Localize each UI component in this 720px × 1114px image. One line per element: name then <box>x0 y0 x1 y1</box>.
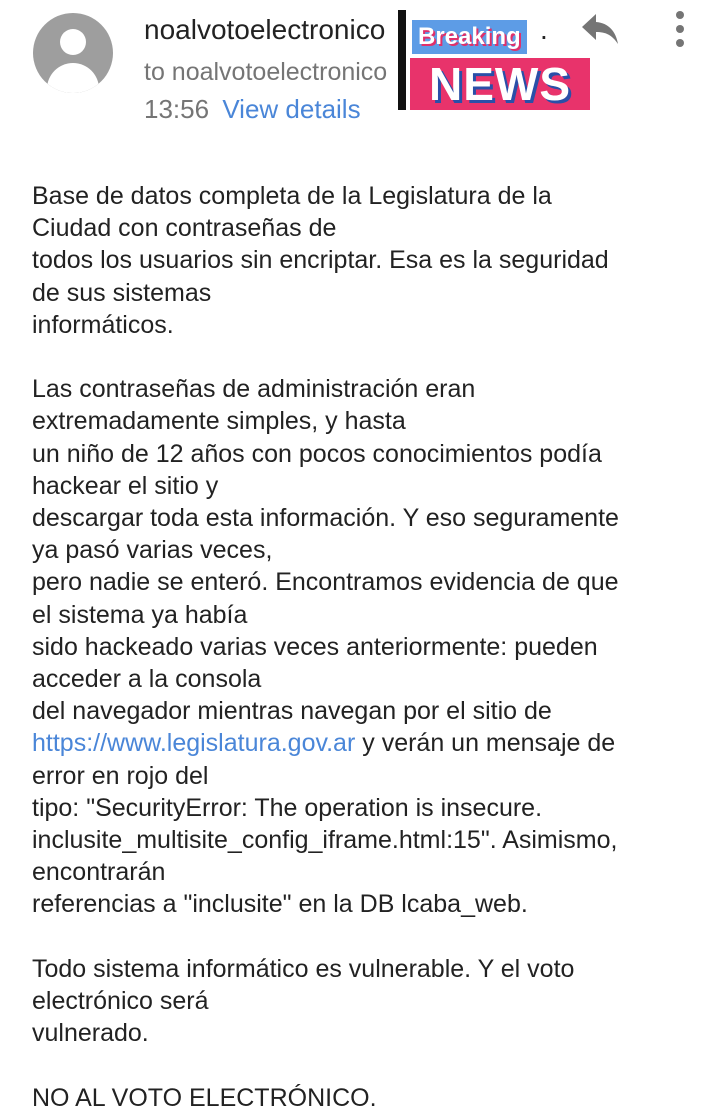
body-line: descargar toda esta información. Y eso seguramente <box>32 504 619 533</box>
body-line: ya pasó varias veces, <box>32 536 273 565</box>
reply-icon[interactable] <box>580 12 620 46</box>
avatar-head-shape <box>60 29 86 55</box>
body-line: Todo sistema informático es vulnerable. Y el voto <box>32 954 575 983</box>
body-line: el sistema ya había <box>32 600 248 629</box>
closing-line: NO AL VOTO ELECTRÓNICO. <box>32 1083 377 1112</box>
recipient-line: to noalvotoelectronico <box>144 58 388 86</box>
body-line: extremadamente simples, y hasta <box>32 407 406 436</box>
body-line: Ciudad con contraseñas de <box>32 214 337 243</box>
link-trailing-text: y verán un mensaje de <box>355 729 616 758</box>
body-line: sido hackeado varias veces anteriormente: pueden <box>32 632 598 661</box>
sender-name[interactable]: noalvotoelectronico <box>144 14 386 45</box>
sender-avatar-icon[interactable] <box>33 13 113 93</box>
body-line: un niño de 12 años con pocos conocimientos podía <box>32 439 602 468</box>
body-line: hackear el sitio y <box>32 471 219 500</box>
legislatura-link[interactable]: https://www.legislatura.gov.ar <box>32 729 356 758</box>
body-line: acceder a la consola <box>32 665 262 694</box>
body-line: tipo: "SecurityError: The operation is insecure. <box>32 793 543 822</box>
body-line-with-link <box>32 727 692 759</box>
body-line: informáticos. <box>32 310 174 339</box>
sender-name-tail: . <box>540 14 548 45</box>
more-vert-icon[interactable] <box>668 10 692 50</box>
body-line: Base de datos completa de la Legislatura de la <box>32 182 552 210</box>
body-line: electrónico será <box>32 987 209 1016</box>
body-line: referencias a "inclusite" en la DB lcaba_web. <box>32 890 528 919</box>
body-line: encontrarán <box>32 858 166 887</box>
body-line: error en rojo del <box>32 761 209 790</box>
timestamp-row <box>144 94 361 125</box>
timestamp: 13:56 <box>144 94 210 124</box>
body-line: vulnerado. <box>32 1019 149 1048</box>
body-line: todos los usuarios sin encriptar. Esa es la seguridad <box>32 246 609 275</box>
body-line: Las contraseñas de administración eran <box>32 375 476 404</box>
body-line: de sus sistemas <box>32 278 212 307</box>
news-label: NEWS <box>410 58 590 110</box>
avatar-body-shape <box>47 63 99 93</box>
paragraph-gap <box>32 1049 692 1081</box>
email-body <box>32 180 692 1114</box>
breaking-news-overlay <box>398 10 594 112</box>
paragraph-gap <box>32 341 692 373</box>
view-details-link[interactable]: View details <box>222 94 361 124</box>
breaking-label: Breaking <box>412 20 527 54</box>
body-line: del navegador mientras navegan por el sitio de <box>32 697 552 726</box>
overlay-bar <box>398 10 406 110</box>
paragraph-gap <box>32 921 692 953</box>
body-line: inclusite_multisite_config_iframe.html:15". Asimismo, <box>32 826 618 855</box>
body-line: pero nadie se enteró. Encontramos evidencia de que <box>32 568 619 597</box>
